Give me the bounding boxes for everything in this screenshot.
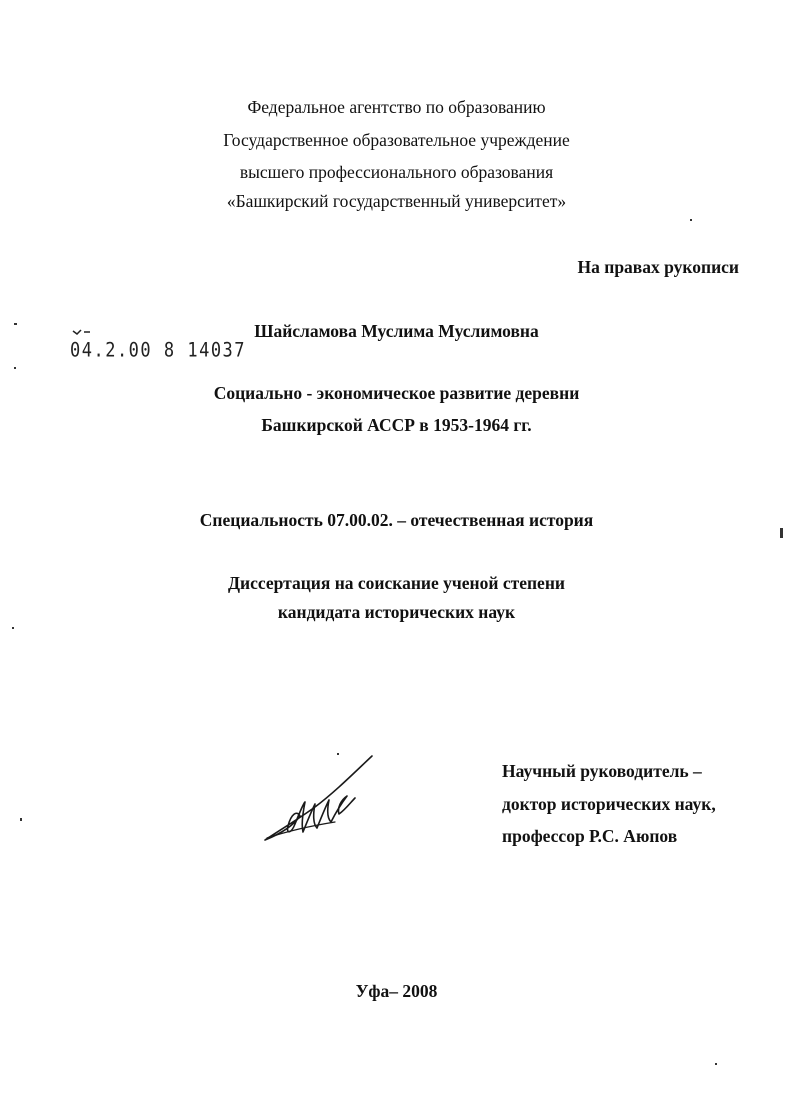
scan-speck [780,528,783,538]
header-agency: Федеральное агентство по образованию [247,97,546,117]
scan-speck [14,367,16,369]
dissertation-title-line2: Башкирской АССР в 1953-1964 гг. [261,415,532,435]
handwritten-signature [255,752,380,847]
header-institution-type: Государственное образовательное учреждение [223,130,570,150]
degree-line2: кандидата исторических наук [277,602,516,622]
author-name: Шайсламова Муслима Муслимовна [254,321,539,341]
archive-stamp-number: 04.2.00 8 14037 [70,339,247,362]
specialty-line: Специальность 07.00.02. – отечественная история [199,510,594,530]
supervisor-role: Научный руководитель – [502,761,702,781]
supervisor-degree: доктор исторических наук, [502,794,716,814]
dissertation-title-line1: Социально - экономическое развитие деревни [213,383,580,403]
place-and-year: Уфа– 2008 [355,981,438,1001]
scan-speck [715,1063,717,1065]
degree-line1: Диссертация на соискание ученой степени [228,573,565,593]
scan-speck [12,627,14,629]
header-education-level: высшего профессионального образования [239,162,554,182]
scan-speck [14,323,17,325]
scan-speck [20,818,22,821]
manuscript-rights-label: На правах рукописи [577,257,739,277]
scan-speck [337,753,339,755]
scan-speck [690,219,692,221]
header-university-name: «Башкирский государственный университет» [226,191,567,211]
supervisor-name: профессор Р.С. Аюпов [502,826,678,846]
